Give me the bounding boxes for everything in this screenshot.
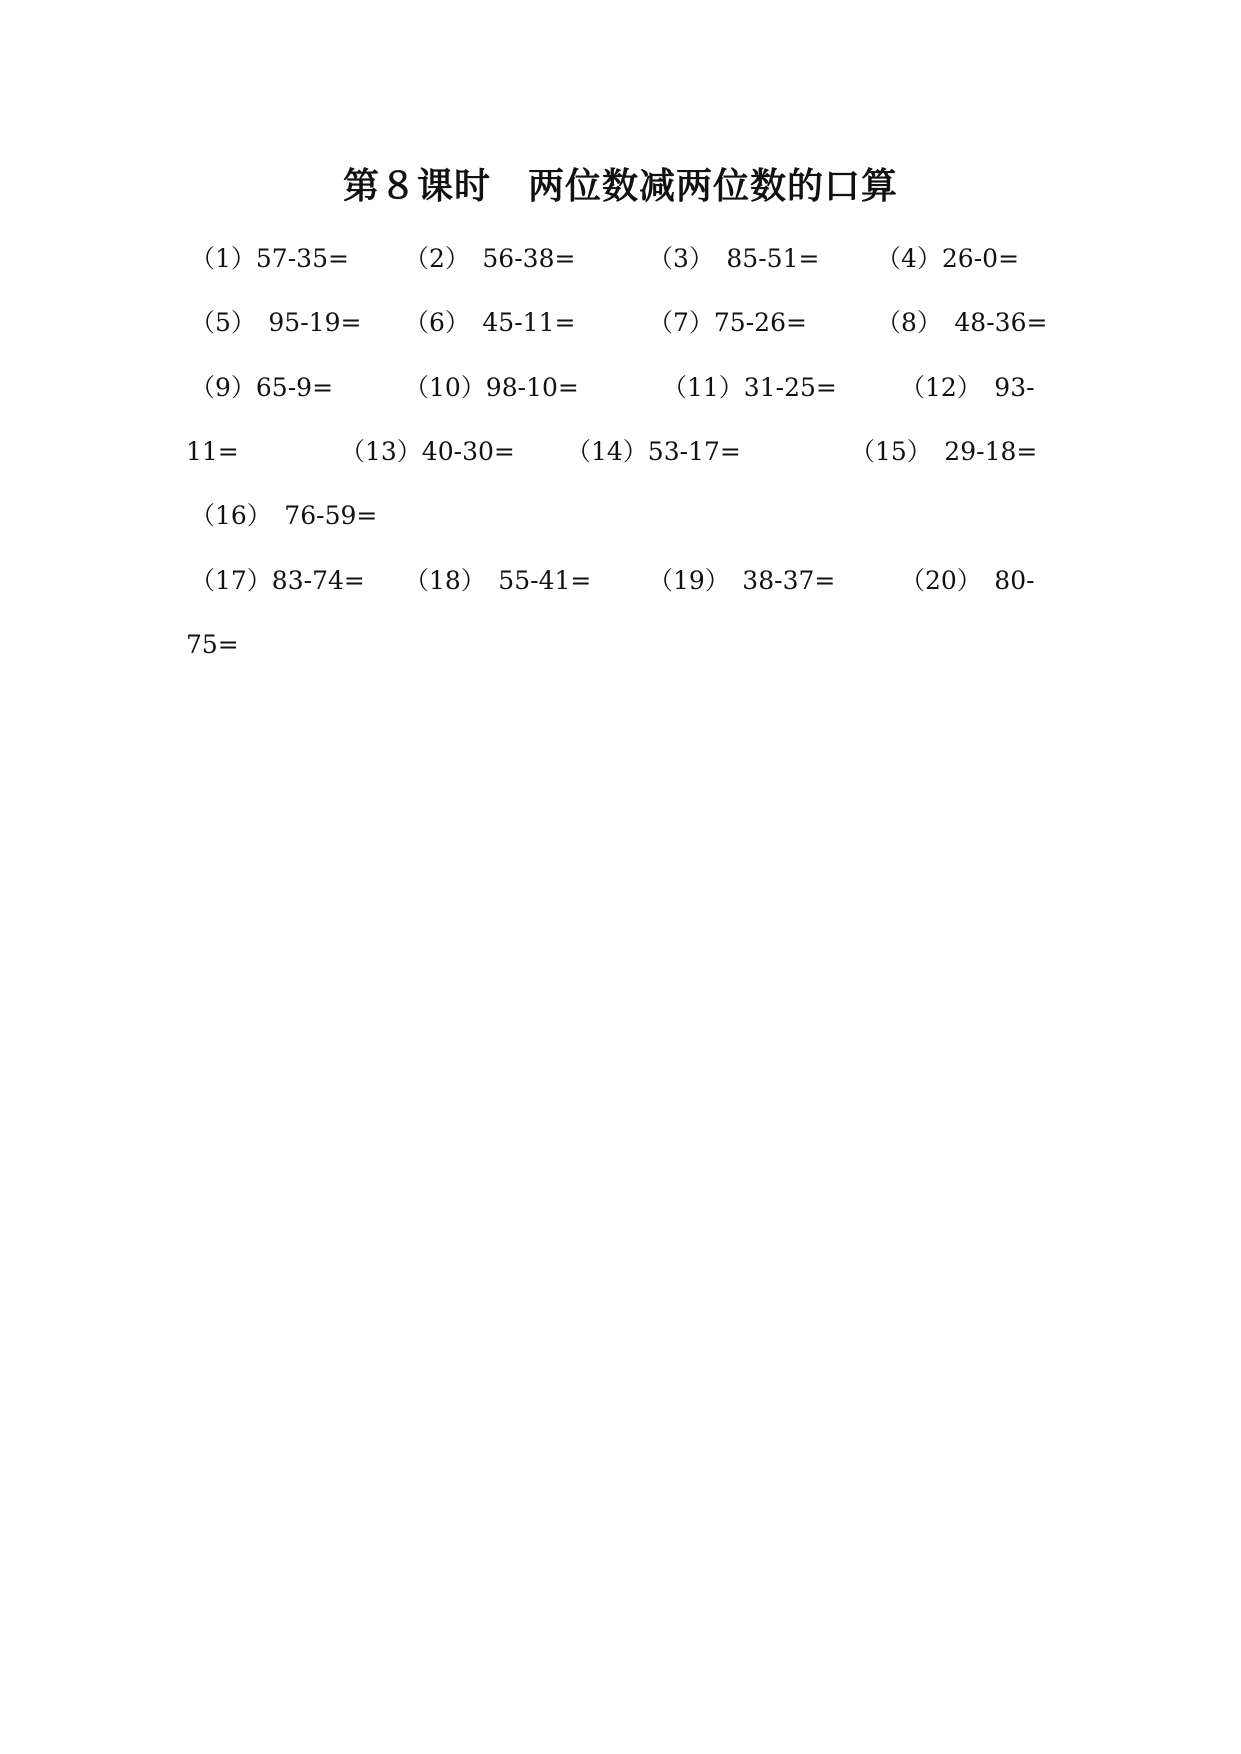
problem-12: （12） 93- <box>900 373 1035 402</box>
problem-17: （17）83-74= <box>190 566 365 595</box>
problem-11: （11）31-25= <box>662 373 837 402</box>
problem-15: （15） 29-18= <box>850 437 1038 466</box>
problem-5: （5） 95-19= <box>190 308 362 337</box>
problem-2: （2） 56-38= <box>404 244 576 273</box>
page-title: 第８课时 两位数减两位数的口算 <box>342 166 898 207</box>
problem-16: （16） 76-59= <box>190 501 378 530</box>
problem-4: （4）26-0= <box>876 244 1020 273</box>
problem-12-continuation: 11= <box>186 437 239 466</box>
problem-14: （14）53-17= <box>566 437 741 466</box>
problem-13: （13）40-30= <box>340 437 515 466</box>
problem-10: （10）98-10= <box>404 373 579 402</box>
problem-6: （6） 45-11= <box>404 308 576 337</box>
problem-20-continuation: 75= <box>186 630 239 659</box>
problem-20: （20） 80- <box>900 566 1035 595</box>
problem-18: （18） 55-41= <box>404 566 592 595</box>
problem-1: （1）57-35= <box>190 244 349 273</box>
problem-3: （3） 85-51= <box>648 244 820 273</box>
problem-7: （7）75-26= <box>648 308 807 337</box>
problem-8: （8） 48-36= <box>876 308 1048 337</box>
problem-9: （9）65-9= <box>190 373 334 402</box>
problem-19: （19） 38-37= <box>648 566 836 595</box>
